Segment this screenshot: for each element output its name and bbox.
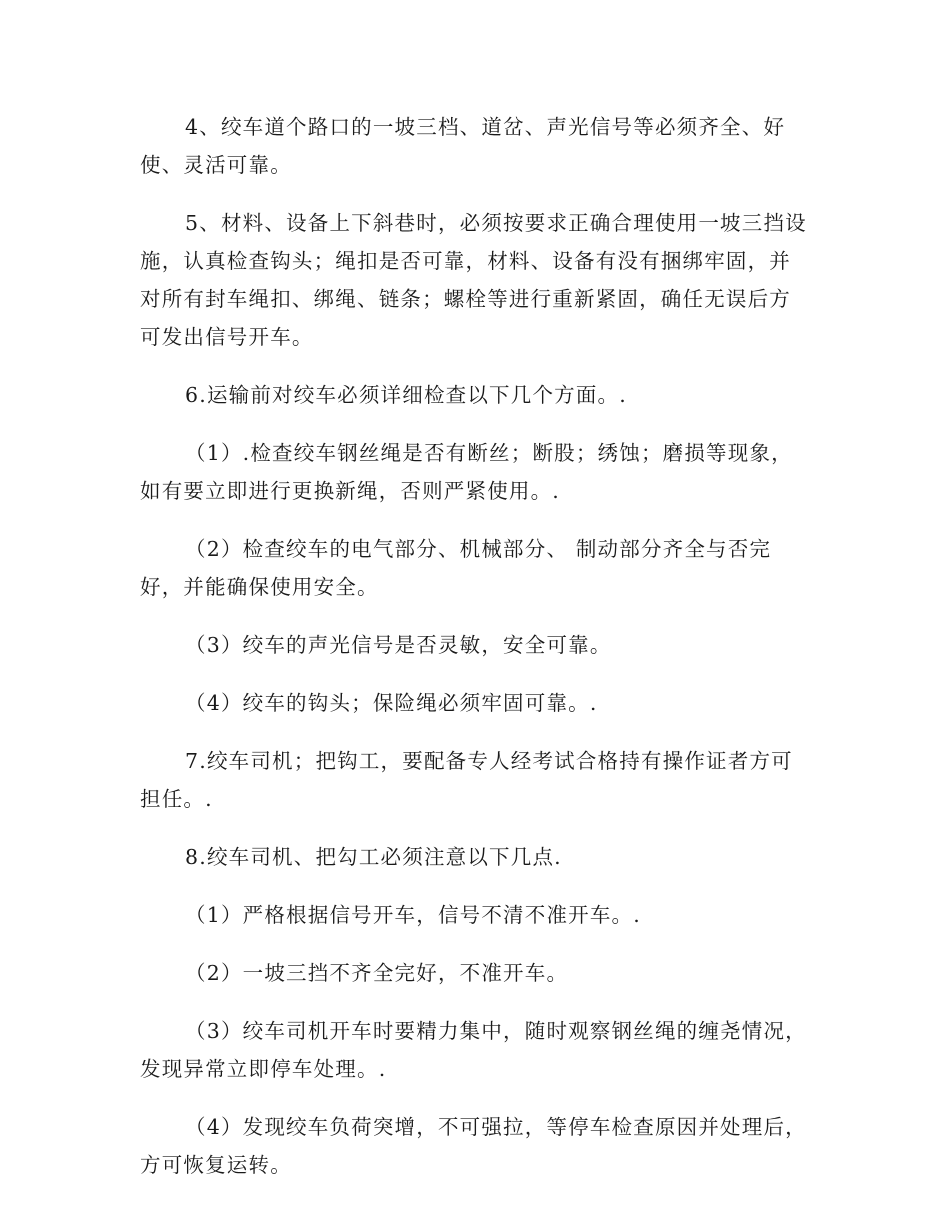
paragraph-6-item-4: （4）绞车的钩头；保险绳必须牢固可靠。. <box>185 691 598 715</box>
document-body <box>140 108 812 1204</box>
paragraph-6-item-1: （1）.检查绞车钢丝绳是否有断丝；断股；绣蚀；磨损等现象，如有要立即进行更换新绳，否则严紧使用。. <box>140 441 793 503</box>
paragraph-7-operators: 7.绞车司机；把钩工，要配备专人经考试合格持有操作证者方可担任。. <box>140 749 793 811</box>
paragraph-6-heading: 6.运输前对绞车必须详细检查以下几个方面。. <box>185 383 627 407</box>
paragraph-6-item-3: （3）绞车的声光信号是否灵敏，安全可靠。 <box>185 633 612 657</box>
paragraph-8-item-4: （4）发现绞车负荷突增，不可强拉，等停车检查原因并处理后，方可恢复运转。 <box>140 1115 807 1177</box>
paragraph-4-signals: 4、绞车道个路口的一坡三档、道岔、声光信号等必须齐全、好使、灵活可靠。 <box>140 115 786 177</box>
paragraph-8-heading: 8.绞车司机、把勾工必须注意以下几点. <box>185 845 562 869</box>
paragraph-8-item-1: （1）严格根据信号开车，信号不清不准开车。. <box>185 903 641 927</box>
paragraph-8-item-3: （3）绞车司机开车时要精力集中，随时观察钢丝绳的缠尧情况，发现异常立即停车处理。. <box>140 1019 807 1081</box>
paragraph-8-item-2: （2）一坡三挡不齐全完好，不准开车。 <box>185 961 569 985</box>
paragraph-5-materials: 5、材料、设备上下斜巷时，必须按要求正确合理使用一坡三挡设施，认真检查钩头；绳扣是否可靠，材料、设备有没有捆绑牢固，并对所有封车绳扣、绑绳、链条；螺栓等进行重新紧固，确任无误后方可发出信号开车。 <box>140 211 807 349</box>
paragraph-6-item-2: （2）检查绞车的电气部分、机械部分、 制动部分齐全与否完好，并能确保使用安全。 <box>140 537 772 599</box>
